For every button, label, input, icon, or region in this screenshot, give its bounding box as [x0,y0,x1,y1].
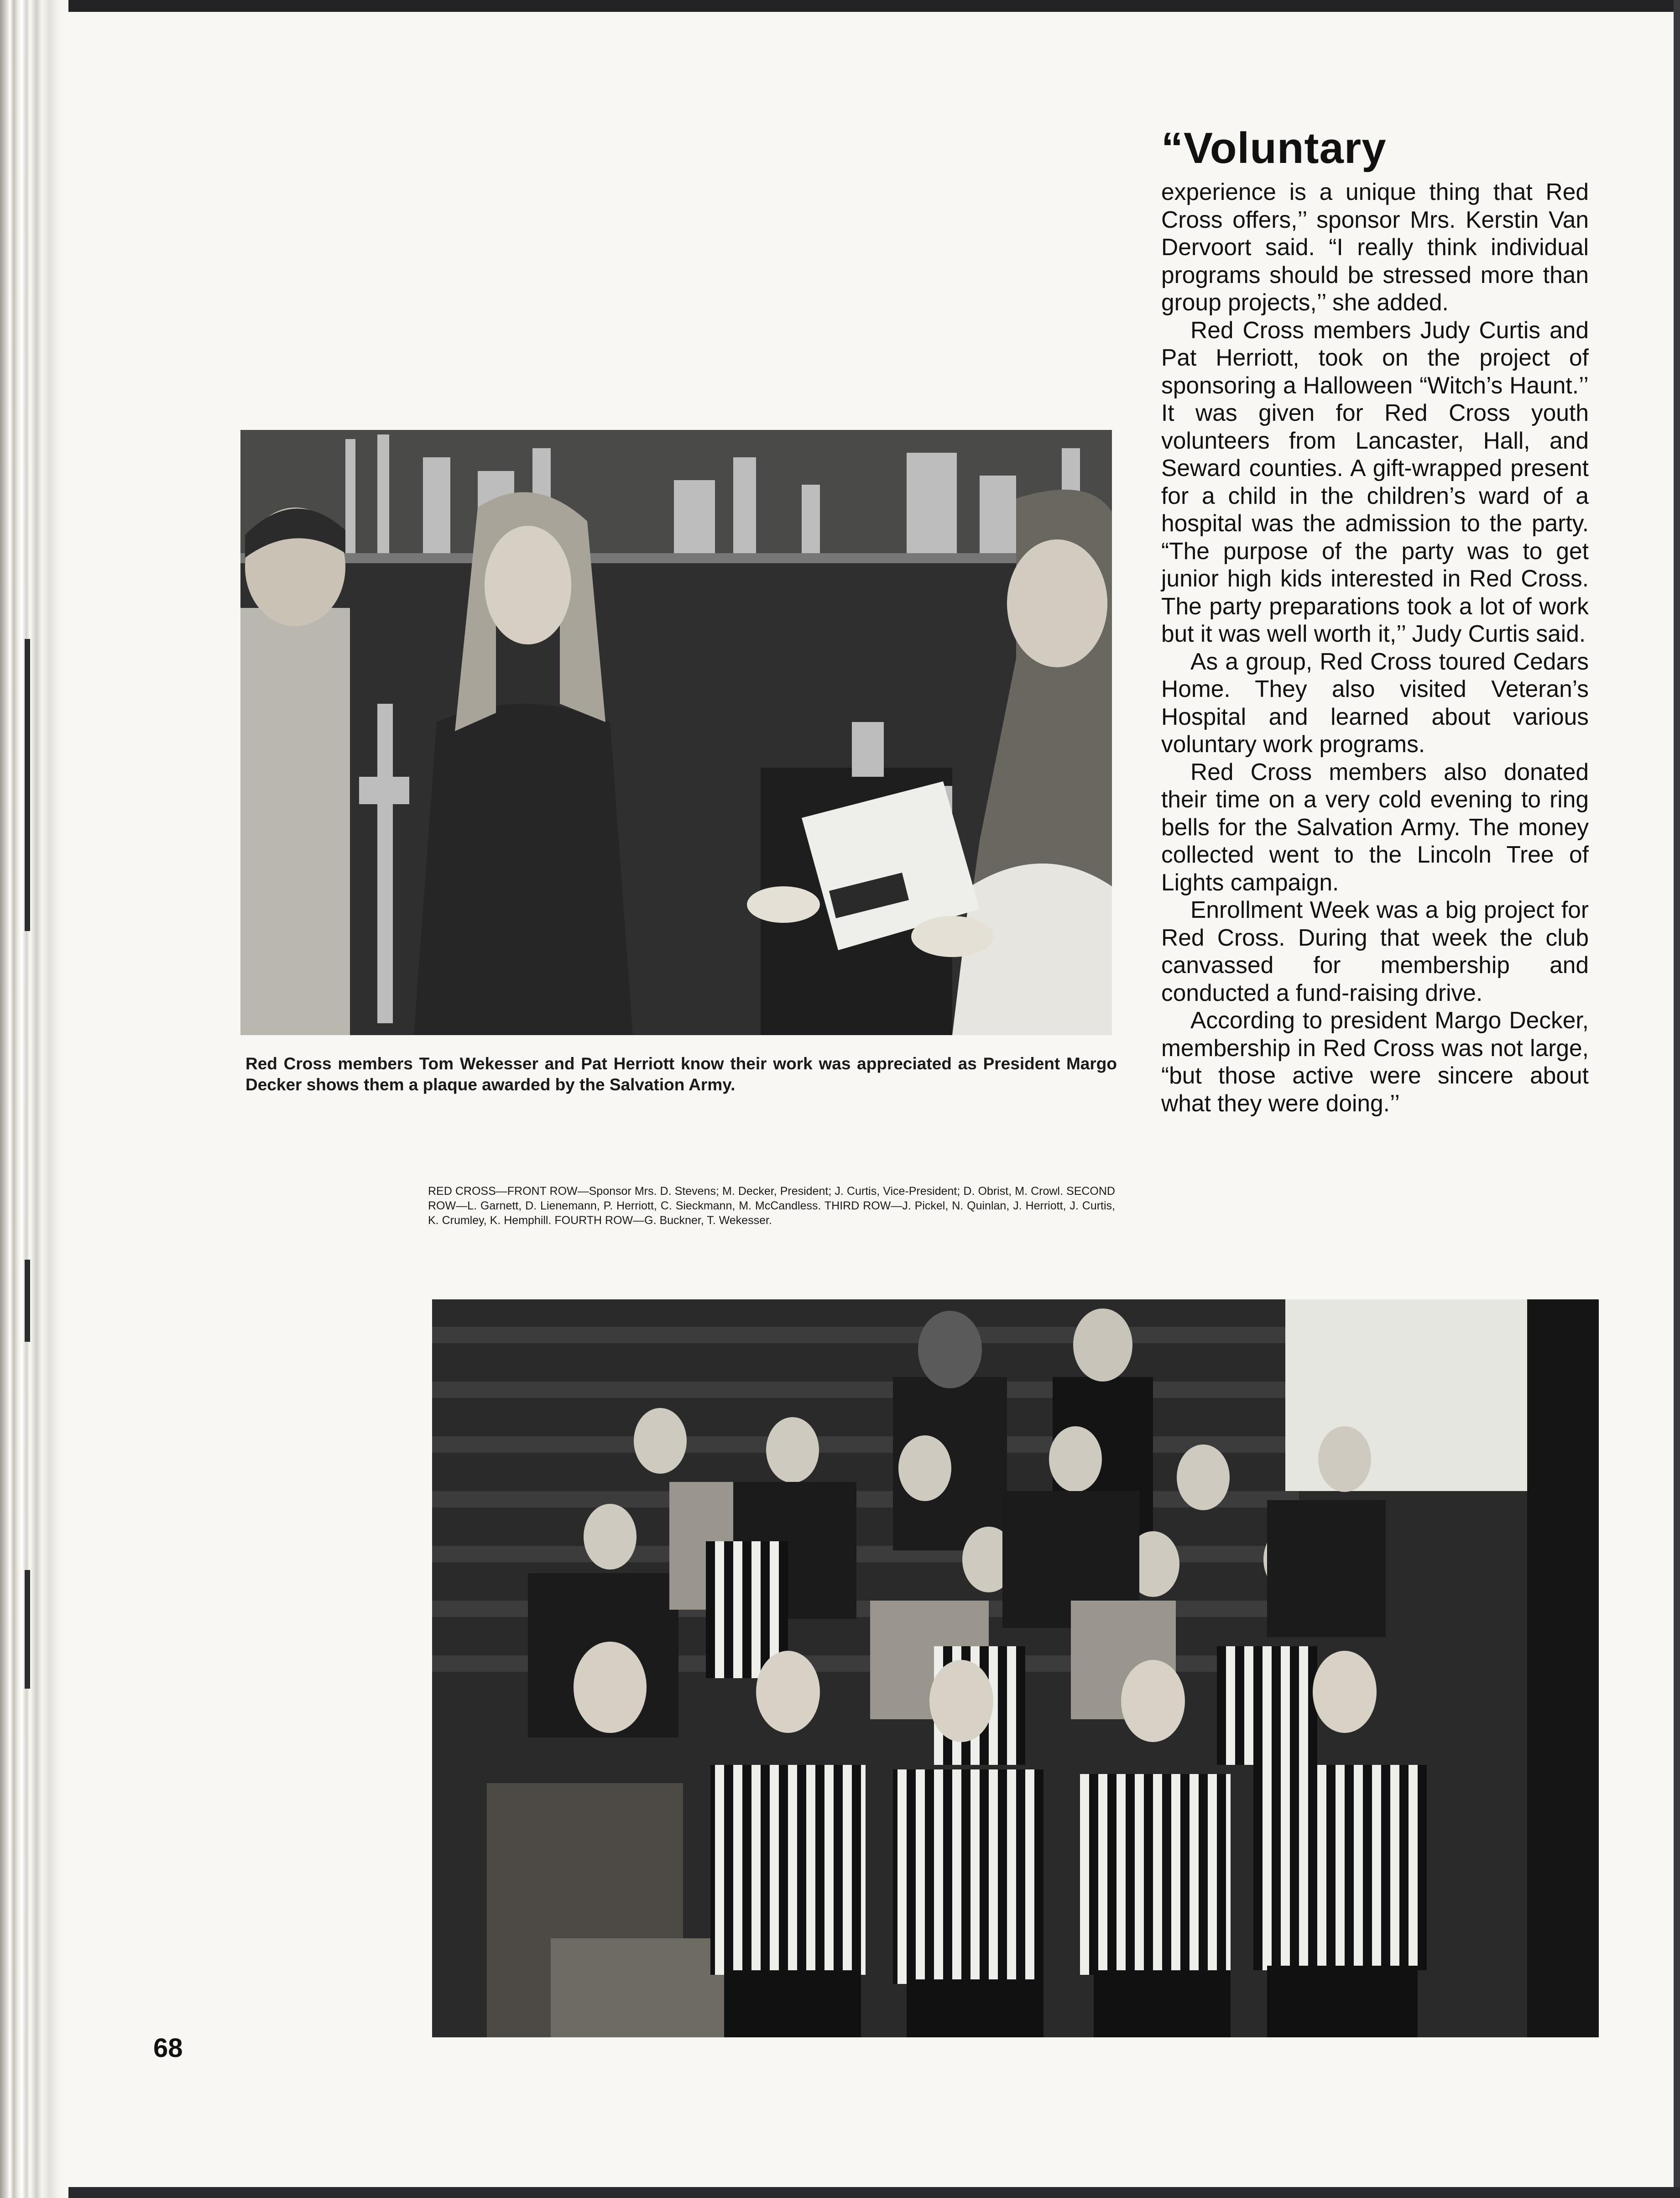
red-cross-group-photo [432,1299,1599,2037]
article-paragraph: Red Cross members also donated their time on a very cold evening to ring bells for the Salvation Army. The money collected went to the Lincoln Tree of Lights campaign. [1161,758,1589,895]
headline: “Voluntary [1161,124,1387,173]
article-paragraph: Enrollment Week was a big project for Red Cross. During that week the club canvassed for membership and conducted a fund-raising drive. [1161,896,1589,1006]
article-paragraph: According to president Margo Decker, membership in Red Cross was not large, “but those active were sincere about what they were doing.’’ [1161,1007,1589,1116]
binding-mark [25,639,30,931]
binding-edge [0,0,68,2198]
article-paragraph: As a group, Red Cross toured Cedars Home. They also visited Veteran’s Hospital and learned about various voluntary work programs. [1161,648,1589,757]
article-paragraph: experience is a unique thing that Red Cross offers,’’ sponsor Mrs. Kerstin Van Dervoort said. “I really think individual programs should be stressed more than group projects,’’ she added. [1161,178,1589,315]
page-number: 68 [153,2033,183,2063]
binding-mark [25,1570,30,1689]
article-column [1161,123,1589,1117]
scan-edge-bottom [0,2187,1680,2198]
photo-caption: Red Cross members Tom Wekesser and Pat Herriott know their work was appreciated as President Margo Decker shows them a plaque awarded by the Salvation Army. [245,1054,1117,1094]
article-paragraph: Red Cross members Judy Curtis and Pat Herriott, took on the project of sponsoring a Halloween “Witch’s Haunt.’’ It was given for Red Cross youth volunteers from Lancaster, Hall, and Seward counties. A gift-wrapped present for a child in the children’s ward of a hospital was the admission to the party. “The purpose of the party was to get junior high kids interested in Red Cross. The party preparations took a lot of work but it was well worth it,’’ Judy Curtis said. [1161,316,1589,647]
group-photo-caption: RED CROSS—FRONT ROW—Sponsor Mrs. D. Stevens; M. Decker, President; J. Curtis, Vice-President; D. Obrist, M. Crowl. SECOND ROW—L. Garnett, D. Lienemann, P. Herriott, C. Sieckmann, M. McCandless. THIRD ROW—J. Pickel, N. Quinlan, J. Herriott, J. Curtis, K. Crumley, K. Hemphill. FOURTH ROW—G. Buckner, T. Wekesser. [428,1185,1115,1227]
plaque-presentation-photo [240,430,1112,1035]
scan-edge-right [1674,0,1680,2198]
binding-mark [25,1260,30,1342]
scan-edge-top [0,0,1680,12]
